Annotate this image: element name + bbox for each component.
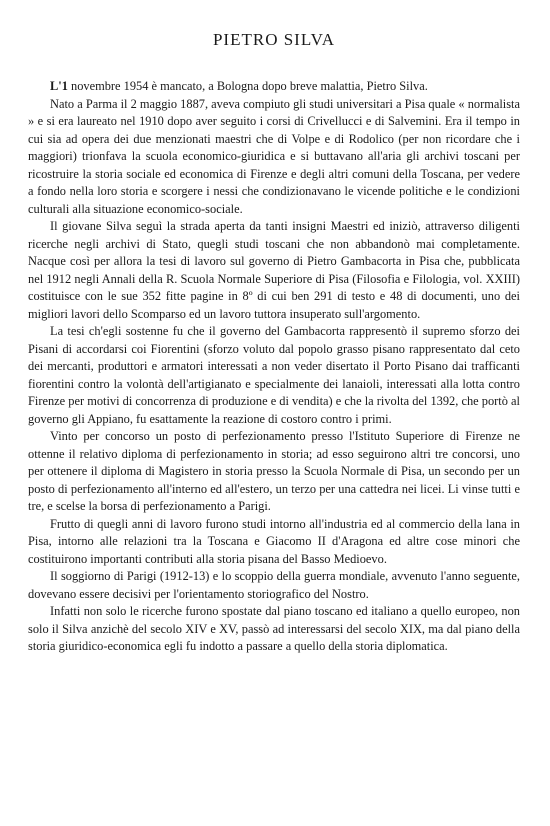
paragraph-5: Vinto per concorso un posto di perfezionamento presso l'Istituto Superiore di Firenze ne ottenne il relativo diploma di perfezionamento in storia; ad esso seguirono altri tre concorsi, uno per ottenere il diploma di Magistero in storia presso la Scuola Normale di Pisa, un secondo per un posto di perfezionamento all'interno ed all'estero, un terzo per una cattedra nei licei. Li vinse tutti e tre, e scelse la borsa di perfezionamento a Parigi.: [28, 429, 520, 513]
paragraph-7: Il soggiorno di Parigi (1912-13) e lo scoppio della guerra mondiale, avvenuto l'anno seguente, dovevano essere decisivi per l'orientamento storiografico del Nostro.: [28, 569, 520, 601]
paragraph-2: Nato a Parma il 2 maggio 1887, aveva compiuto gli studi universitari a Pisa quale « normalista » e si era laureato nel 1910 dopo aver seguito i corsi di Crivellucci e di Salvemini. Era il tempo in cui sia ad opera dei due menzionati maestri che di Volpe e di Rodolico (per non ricordare che i maggiori) trionfava la scuola economico-giuridica e si buttavano all'aria gli archivi toscani per ricostruire la storia sociale ed economica di Firenze e degli altri comuni della Toscana, per vedere a fondo nella loro storia e scorgere i nessi che condizionavano le vicende politiche e le condizioni culturali alla situazione economico-sociale.: [28, 96, 520, 216]
paragraph-4: La tesi ch'egli sostenne fu che il governo del Gambacorta rappresentò il supremo sforzo dei Pisani di accordarsi coi Fiorentini (sforzo voluto dal popolo grasso pisano rappresentato dal ceto dei mercanti, produttori e armatori interessati a non veder disertato il Porto Pisano dai trafficanti fiorentini contro la volontà dell'artigianato e specialmente dei lanaioli, interessati alla lotta contro Firenze per motivi di concorrenza di produzione e di vendita) e che la rivolta del 1392, che portò al governo gli Appiano, fu esattamente la reazione di costoro contro i primi.: [28, 324, 520, 426]
paragraph-1-text: novembre 1954 è mancato, a Bologna dopo breve malattia, Pietro Silva.: [67, 79, 428, 93]
paragraph-3: Il giovane Silva seguì la strada aperta da tanti insigni Maestri ed iniziò, attraverso diligenti ricerche negli archivi di Stato, quegli studi toscani che non abbandonò mai completamente. Nacque così per allora la tesi di lavoro sul governo di Pietro Gambacorta in Pisa che, pubblicata nel 1912 negli Annali della R. Scuola Normale Superiore di Pisa (Filosofia e Filologia, vol. XXIII) costituisce con le sue 352 fitte pagine in 8º di cui ben 291 di testo e 48 di documenti, uno dei migliori lavori dello Scomparso ed un lavoro tuttora insuperato sull'argomento.: [28, 219, 520, 321]
paragraph-1-lead: L'1: [50, 79, 68, 93]
paragraph-1: [28, 78, 520, 96]
paragraph-6: Frutto di quegli anni di lavoro furono studi intorno all'industria ed al commercio della lana in Pisa, intorno alle relazioni tra la Toscana e Giacomo II d'Aragona ed altre cose minori che costituirono importanti contributi alla storia pisana del Basso Medioevo.: [28, 516, 520, 566]
article-title: PIETRO SILVA: [212, 30, 336, 49]
paragraph-8: Infatti non solo le ricerche furono spostate dal piano toscano ed italiano a quello europeo, non solo il Silva anzichè del secolo XIV e XV, passò ad interessarsi del secolo XIX, ma dal piano della storia giuridico-economica egli fu indotto a passare a quello della storia diplomatica.: [28, 604, 520, 653]
article-page: [28, 30, 520, 656]
